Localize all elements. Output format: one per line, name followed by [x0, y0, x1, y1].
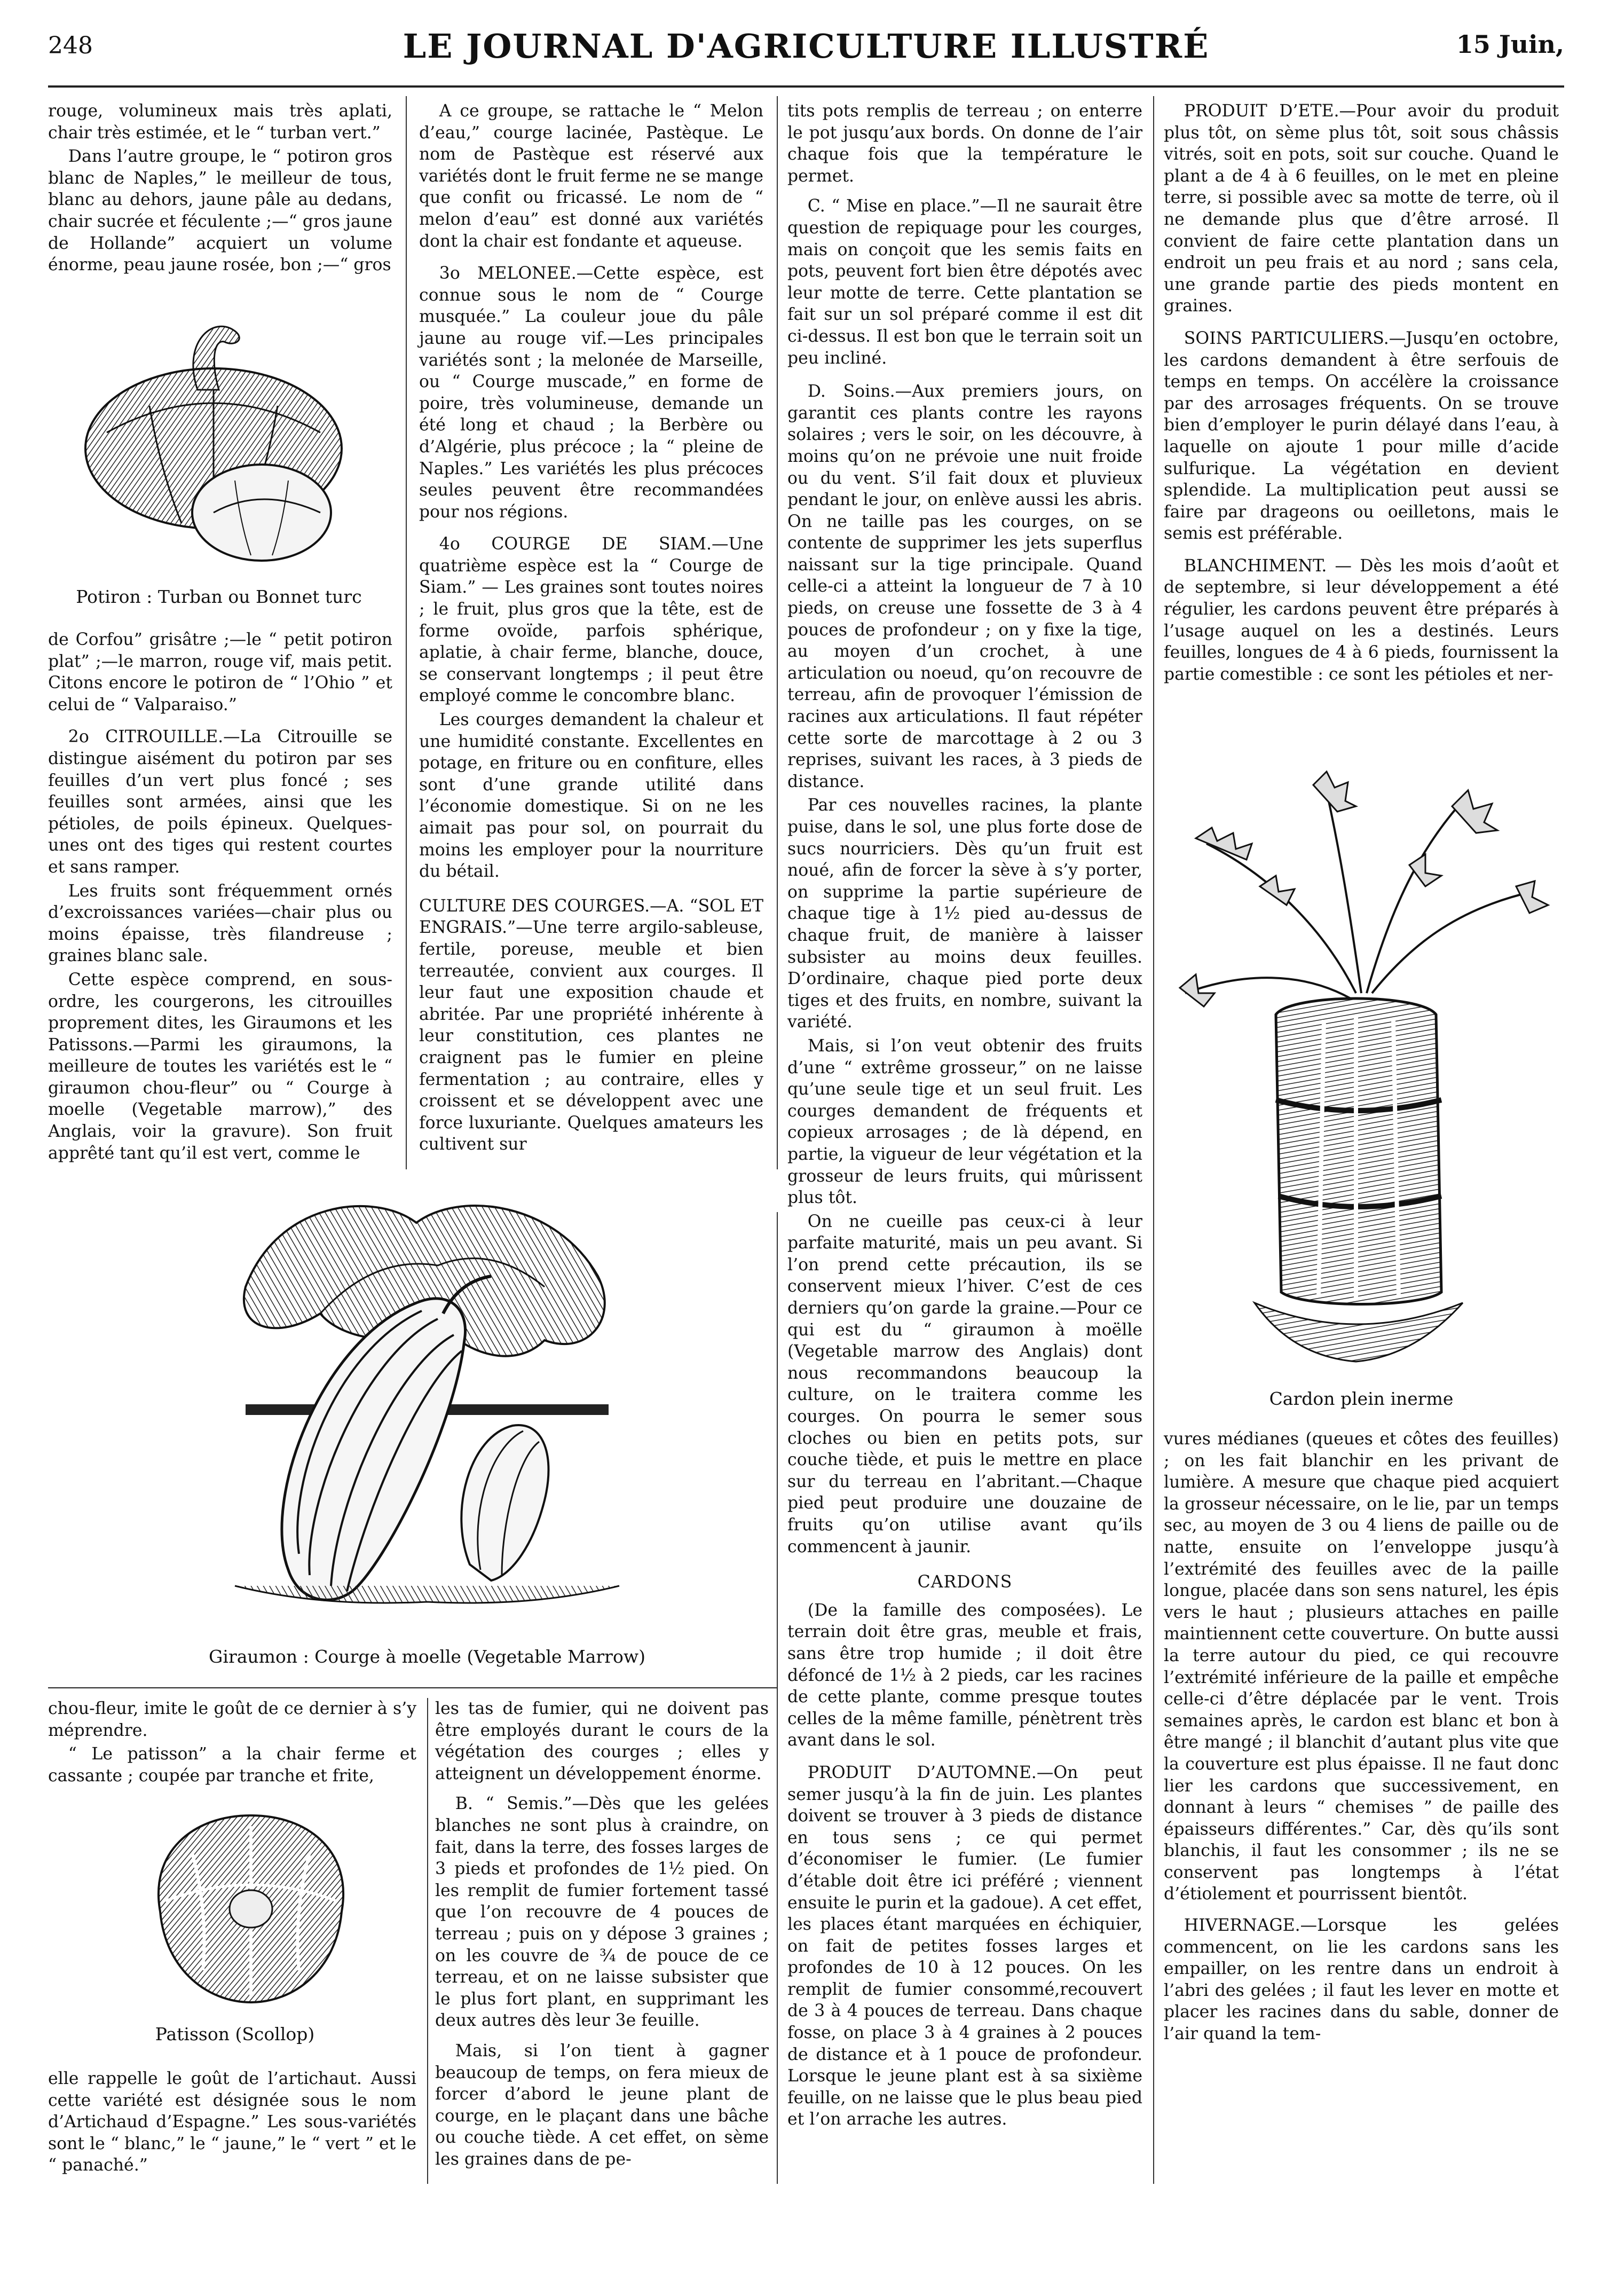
paragraph: Mais, si l’on tient à gagner beaucoup de temps, on fera mieux de forcer d’abord le jeune plant de courge, en le plaçant dans une bâche ou couche tiède. A cet effet, on sème les graines dans de pe-	[435, 2041, 769, 2169]
column-4-top	[1164, 100, 1559, 687]
paragraph: BLANCHIMENT. — Dès les mois d’août et de septembre, si leur développement a été régulier, les cardons peuvent être préparés à l’usage auquel on les a destinés. Leurs feuilles, longues de 4 à 6 pieds, fournissent la partie comestible : ce sont les pétioles et ner-	[1164, 556, 1559, 684]
column-divider	[777, 96, 778, 1169]
paragraph: CULTURE DES COURGES.—A. “SOL ET ENGRAIS.”—Une terre argilo-sableuse, fertile, poreuse, meuble et bien terreautée, convient aux courges. Il leur faut une exposition chaude et abritée. Par une propriété inhérente à leur constitution, ces plantes ne craignent pas le fumier en pleine fermentation ; au contraire, elles y croissent et se développent avec une force luxuriante. Quelques amateurs les cultivent sur	[419, 896, 763, 1154]
paragraph: 3o MELONEE.—Cette espèce, est connue sous le nom de “ Courge musquée.” La couleur joue du pâle jaune au rouge vif.—Les principales variétés sont ; la melonée de Marseille, ou “ Courge muscade,” en forme de poire, très volumineuse, demande un été long et chaud ; la Berbère ou d’Algérie, plus précoce ; la “ pleine de Naples.” Les variétés les plus précoces seules peuvent être recommandées pour nos régions.	[419, 264, 763, 522]
paragraph: elle rappelle le goût de l’artichaut. Aussi cette variété est désignée sous le nom d’Artichaud d’Espagne.” Les sous-variétés sont le “ blanc,” le “ jaune,” le “ vert ” et le “ panaché.”	[48, 2069, 416, 2175]
column-1-top	[48, 100, 392, 278]
paragraph: D. Soins.—Aux premiers jours, on garantit ces plants contre les rayons solaires ; vers le soir, on les découvre, à moins qu’on ne prévoie une nuit froide ou du vent. S’il fait doux et pluvieux pendant le jour, on enlève aussi les abris. On ne taille pas les courges, on se contente de supprimer les jets superflus naissant sur la tige principale. Quand celle-ci a atteint la longueur de 7 à 10 pieds, on creuse une fossette de 3 à 4 pouces de profondeur ; on y fixe la tige, au moyen d’un crochet, à une articulation ou noeud, qu’on recouvre de terreau, afin de provoquer l’émission de racines aux articulations. Il faut répéter cette sorte de marcottage à 2 ou 3 reprises, suivant les races, à 3 pieds de distance.	[787, 382, 1142, 791]
paragraph: Cette espèce comprend, en sous-ordre, les courgerons, les citrouilles proprement dites, les Giraumons et les Patissons.—Parmi les giraumons, la meilleure de toutes les variétés est le “ giraumon chou-fleur” ou “ Courge à moelle (Vegetable marrow),” des Anglais, voir la gravure). Son fruit apprêté tant qu’il est vert, comme le	[48, 970, 392, 1163]
page-header	[48, 27, 1564, 69]
issue-date: 15 Juin,	[1456, 30, 1564, 59]
paragraph: les tas de fumier, qui ne doivent pas être employés durant le cours de la végétation des courges ; elles y atteignent un développement énorme.	[435, 1699, 769, 1783]
paragraph: Par ces nouvelles racines, la plante puise, dans le sol, une plus forte dose de sucs nourriciers. Dès qu’un fruit est noué, afin de forcer la sève à s’y porter, on supprime la partie supérieure de chaque tige à 1½ pied au-dessus de chaque fruit, de manière à laisser subsister au moins deux feuilles. D’ordinaire, chaque pied porte deux tiges et des fruits, en nombre, suivant la variété.	[787, 796, 1142, 1032]
paragraph: PRODUIT D’ETE.—Pour avoir du produit plus tôt, on sème plus tôt, soit sous châssis vitrés, soit en pots, soit sur couche. Quand le plant a de 4 à 6 feuilles, on le met en pleine terre, si possible avec sa motte de terre, où il ne demande plus que d’être arrosé. Il convient de faire cette plantation dans un endroit un peu frais et au nord ; sans cela, une grande partie des pieds montent en graines.	[1164, 101, 1559, 316]
paragraph: de Corfou” grisâtre ;—le “ petit potiron plat” ;—le marron, rouge vif, mais petit. Citons encore le potiron de “ l’Ohio ” et celui de “ Valparaiso.”	[48, 630, 392, 714]
column-divider	[406, 96, 407, 1169]
figure-caption: Giraumon : Courge à moelle (Vegetable Marrow)	[209, 1646, 645, 1667]
column-divider	[1153, 96, 1154, 2184]
paragraph: Dans l’autre groupe, le “ potiron gros blanc de Naples,” le meilleur de tous, blanc au dehors, jaune pâle au dedans, chair sucrée et féculente ;—“ gros jaune de Hollande” acquiert un volume énorme, peau jaune rosée, bon ;—“ gros	[48, 147, 392, 275]
paragraph: rouge, volumineux mais très aplati, chair très estimée, et le “ turban vert.”	[48, 101, 392, 143]
column-1-bottom	[48, 1698, 416, 1789]
column-1-middle	[48, 629, 392, 1166]
section-heading: CARDONS	[917, 1572, 1013, 1592]
paragraph: A ce groupe, se rattache le “ Melon d’eau,” courge lacinée, Pastèque. Le nom de Pastèque est réservé aux variétés dont le fruit ferme ne se mange que confit ou fricassé. Le nom de “ melon d’eau” est donné aux variétés dont la chair est fondante et aqueuse.	[419, 101, 763, 251]
section-rule	[48, 1687, 777, 1688]
column-2-bottom	[435, 1698, 769, 2172]
figure-caption: Patisson (Scollop)	[155, 2024, 315, 2045]
column-2-top	[419, 100, 763, 1158]
paragraph: HIVERNAGE.—Lorsque les gelées commencent, on lie les cardons sans les empailler, on les rentre dans un endroit à l’abri des gelées ; il faut les lever en motte et placer les racines dans du sable, donner de l’air quand la tem-	[1164, 1916, 1559, 2044]
paragraph: “ Le patisson” a la chair ferme et cassante ; coupée par tranche et frite,	[48, 1744, 416, 1786]
paragraph: Mais, si l’on veut obtenir des fruits d’une “ extrême grosseur,” on ne laisse qu’une seule tige et un seul fruit. Les courges demandent de fréquents et copieux arrosages ; de là dépend, en partie, la vigueur de leur végétation et la grosseur de leurs fruits, qui mûrissent plus tôt.	[787, 1036, 1142, 1208]
column-divider	[777, 1212, 778, 2184]
paragraph: PRODUIT D’AUTOMNE.—On peut semer jusqu’à la fin de juin. Les plantes doivent se trouver à 3 pieds de distance en tous sens ; ce qui permet d’économiser le fumier. (Le fumier d’étable doit être ici préféré ; viennent ensuite le purin et la gadoue). A cet effet, les places étant marquées en échiquier, on fait de petites fosses larges et profondes de 10 à 12 pouces. On les remplit de fumier consommé,recouvert de 3 à 4 pouces de terreau. Dans chaque fosse, on place 3 à 4 graines à 2 pouces de distance et à 1 pouce de profondeur. Lorsque le jeune plant est à sa sixième feuille, on ne laisse que le plus beau pied et l’on arrache les autres.	[787, 1763, 1142, 2129]
paragraph: (De la famille des composées). Le terrain doit être gras, meuble et frais, sans être trop humide ; il doit être défoncé de 1½ à 2 pieds, car les racines de cette plante, comme presque toutes celles de la même famille, pénètrent très avant dans le sol.	[787, 1600, 1142, 1750]
column-divider	[427, 1698, 428, 2184]
paragraph: Les fruits sont fréquemment ornés d’excroissances variées—chair plus ou moins épaisse, très filandreuse ; graines blanc sale.	[48, 881, 392, 966]
figure-caption: Cardon plein inerme	[1269, 1388, 1454, 1409]
paragraph: tits pots remplis de terreau ; on enterre le pot jusqu’aux bords. On donne de l’air chaque fois que la température le permet.	[787, 101, 1142, 186]
paragraph: B. “ Semis.”—Dès que les gelées blanches ne sont plus à craindre, on fait, dans la terre, des fosses larges de 3 pieds et profondes de 1½ pied. On les remplit de fumier fortement tassé que l’on recouvre de 4 pouces de terreau ; puis on y dépose 3 graines ; on les couvre de ¾ de pouce de ce terreau, et on ne laisse subsister que le plus fort plant, en supprimant les deux autres dès leur 3e feuille.	[435, 1794, 769, 2031]
paragraph: C. “ Mise en place.”—Il ne saurait être question de repiquage pour les courges, mais on conçoit que les semis faits en pots, peuvent fort bien être dépotés avec leur motte de terre. Cette plantation se fait sur un sol préparé comme il est dit ci-dessus. Il est bon que le terrain soit un peu incliné.	[787, 196, 1142, 368]
page-number: 248	[48, 32, 93, 59]
giraumon-illustration	[214, 1180, 641, 1634]
column-1-end	[48, 2068, 416, 2179]
potiron-illustration	[75, 310, 352, 571]
column-4-bottom	[1164, 1428, 1559, 2047]
paragraph: SOINS PARTICULIERS.—Jusqu’en octobre, les cardons demandent à être serfouis de temps en temps. On accélère la croissance par des arrosages fréquents. On se trouve bien d’employer le purin délayé dans l’eau, à laquelle on ajoute 1 pour mille d’acide sulfurique. La végétation en devient splendide. La multiplication peut aussi se faire par drageons ou oeilletons, mais le semis est préférable.	[1164, 328, 1559, 544]
patisson-illustration	[144, 1794, 358, 2013]
journal-title: LE JOURNAL D'AGRICULTURE ILLUSTRÉ	[403, 27, 1210, 66]
figure-caption: Potiron : Turban ou Bonnet turc	[76, 586, 362, 607]
paragraph: Les courges demandent la chaleur et une humidité constante. Excellentes en potage, en friture ou en confiture, elles sont d’une grande utilité dans l’économie domestique. Si on ne les aimait pas pour sol, on pourrait du moins les employer pour la nourriture du bétail.	[419, 710, 763, 882]
header-rule	[48, 85, 1564, 88]
column-3	[787, 100, 1142, 2133]
paragraph: 4o COURGE DE SIAM.—Une quatrième espèce est la “ Courge de Siam.” — Les graines sont toutes noires ; le fruit, plus gros que la tête, est de forme ovoïde, parfois sphérique, aplatie, à chair ferme, blanche, douce, se conservant longtemps ; il peut être employé comme le concombre blanc.	[419, 534, 763, 706]
cardon-illustration	[1164, 769, 1559, 1383]
paragraph: chou-fleur, imite le goût de ce dernier à s’y méprendre.	[48, 1699, 416, 1740]
paragraph: vures médianes (queues et côtes des feuilles) ; on les fait blanchir en les privant de lumière. A mesure que chaque pied acquiert la grosseur nécessaire, on le lie, par un temps sec, au moyen de 3 ou 4 liens de paille ou de natte, ensuite on l’enveloppe jusqu’à l’extrémité des feuilles avec de la paille longue, placée dans son sens naturel, les épis vers le haut ; plusieurs attaches en paille maintiennent cette couverture. On butte aussi la terre autour du pied, ce qui recouvre l’extrémité inférieure de la paille et empêche celle-ci d’être déplacée par le vent. Trois semaines après, le cardon est blanc et bon à être mangé ; il blanchit d’autant plus vite que la couverture est plus épaisse. Il ne faut donc lier les cardons que successivement, en donnant à leurs “ chemises ” de paille des épaisseurs différentes.” Car, dès qu’ils sont blanchis, il faut les consommer ; ils ne se conservent pas longtemps à l’état d’étiolement et pourrissent bientôt.	[1164, 1429, 1559, 1904]
paragraph: On ne cueille pas ceux-ci à leur parfaite maturité, mais un peu avant. Si l’on prend cette précaution, ils se conservent mieux l’hiver. C’est de ces derniers qu’on garde la graine.—Pour ce qui est du “ giraumon à moëlle (Vegetable marrow des Anglais) dont nous recommandons beaucoup la culture, on le traitera comme les courges. On pourra le semer sous cloches ou bien en petits pots, sur couche tiède, et puis le mettre en place sur du terreau en l’abritant.—Chaque pied peut produire une douzaine de fruits qu’on utilise avant qu’ils commencent à jaunir.	[787, 1212, 1142, 1556]
paragraph: 2o CITROUILLE.—La Citrouille se distingue aisément du potiron par ses feuilles d’un vert plus foncé ; ses feuilles sont armées, ainsi que les pétioles, de poils épineux. Quelques-unes ont des tiges qui restent courtes et sans ramper.	[48, 727, 392, 877]
